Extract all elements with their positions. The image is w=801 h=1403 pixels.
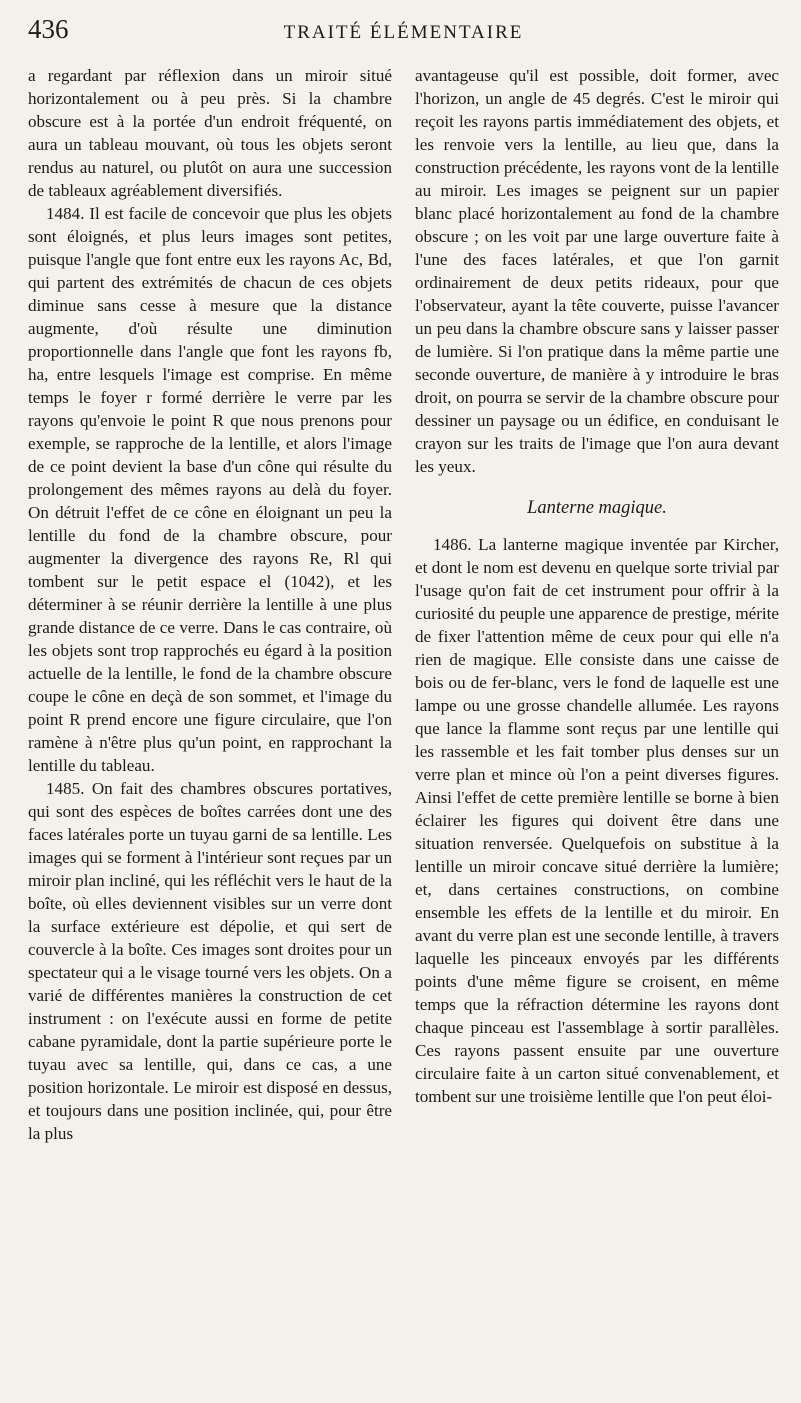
text-columns [28, 64, 779, 1145]
paragraph-1485 [28, 777, 392, 1145]
left-column [28, 64, 392, 1145]
paragraph-number: 1485. [46, 779, 85, 798]
page-header [28, 14, 779, 58]
paragraph-text: On fait des chambres obscures portatives, qui sont des espèces de boîtes carrées dont une des faces latérales porte un tuyau garni de sa lentille. Les images qui se forment à l'intérieur sont reçues par un miroir plan incliné, qui les réfléchit vers le haut de la boîte, où elles deviennent visibles sur un verre dont la surface extérieure est dépolie, et qui sert de couvercle à la boîte. Ces images sont droites pour un spectateur qui a le visage tourné vers les objets. On a varié de différentes manières la construction de cet instrument : on l'exécute aussi en forme de petite cabane pyramidale, dont la partie supérieure porte le tuyau avec sa lentille, qui, dans ce cas, a une position horizontale. Le miroir est disposé en dessus, et toujours dans une position inclinée, qui, pour être la plus [28, 779, 393, 1143]
paragraph-1486 [415, 533, 779, 1108]
page-number: 436 [28, 14, 69, 44]
paragraph-continued: avantageuse qu'il est possible, doit former, avec l'horizon, un angle de 45 degrés. C'est le miroir qui reçoit les rayons partis immédiatement des objets, et les renvoie vers la lentille, au lieu que, dans la construction précédente, les rayons vont de la lentille au miroir. Les images se peignent sur un papier blanc placé horizontalement au fond de la chambre obscure ; on les voit par une large ouverture faite à l'une des faces latérales, et que l'on garnit ordinairement de deux petits rideaux, pour que l'observateur, ayant la tête couverte, puisse l'avancer un peu dans la chambre obscure sans y laisser passer de lumière. Si l'on pratique dans la même partie une seconde ouverture, de manière à y introduire le bras droit, on pourra se servir de la chambre obscure pour dessiner un paysage ou un édifice, en conduisant le crayon sur les traits de l'image que l'on aura devant les yeux. [415, 66, 779, 476]
paragraph-number: 1486. [433, 535, 472, 554]
paragraph-text: Il est facile de concevoir que plus les objets sont éloignés, et plus leurs images sont petites, puisque l'angle que font entre eux les rayons Ac, Bd, qui partent des extrémités de chacun de ces objets diminue sans cesse à mesure que la distance augmente, d'où résulte une diminution proportionnelle dans l'angle que font les rayons fb, ha, entre lesquels l'image est comprise. En même temps le foyer r formé derrière le verre par les rayons qu'envoie le point R que nous prenons pour exemple, se rapproche de la lentille, et alors l'image de ce point devient la base d'un cône qui résulte du prolongement des mêmes rayons au delà du foyer. On détruit l'effet de ce cône en éloignant un peu la lentille du fond de la chambre obscure, pour augmenter la divergence des rayons Re, Rl qui tombent sur le petit espace el (1042), et les déterminer à se réunir derrière la lentille à une plus grande distance de ce verre. Dans le cas contraire, où les objets sont trop rapprochés eu égard à la position actuelle de la lentille, le fond de la chambre obscure coupe le cône en deçà de son sommet, et l'image du point R prend encore une figure circulaire, que l'on ramène à n'être plus qu'un point, en rapprochant la lentille du tableau. [28, 204, 393, 775]
running-title: TRAITÉ ÉLÉMENTAIRE [283, 22, 524, 43]
paragraph-1484 [28, 202, 392, 777]
paragraph-continued: a regardant par réflexion dans un miroir situé horizontalement ou à peu près. Si la chambre obscure est à la portée d'un endroit fréquenté, on aura un tableau mouvant, où tous les objets seront rendus au naturel, ou plutôt on aura une succession de tableaux agréablement diversifiés. [28, 66, 392, 200]
section-title: Lanterne magique. [527, 498, 667, 518]
paragraph-text: La lanterne magique inventée par Kircher, et dont le nom est devenu en quelque sorte trivial par l'usage qu'on fait de cet instrument pour offrir à la curiosité du peuple une apparence de prestige, mérite de fixer l'attention même de ceux pour qui elle n'a rien de magique. Elle consiste dans une caisse de bois ou de fer-blanc, vers le fond de laquelle est une lampe ou une grosse chandelle allumée. Les rayons que lance la flamme sont reçus par une lentille qui les rassemble et les fait tomber plus denses sur un verre plan et mince où l'on a peint diverses figures. Ainsi l'effet de cette première lentille se borne à bien éclairer les figures qui doivent être dans une situation renversée. Quelquefois on substitue à la lentille un miroir concave situé derrière la lumière; et, dans certaines constructions, on combine ensemble les effets de la lentille et du miroir. En avant du verre plan est une seconde lentille, à travers laquelle les pinceaux envoyés par les différents points d'une même figure se croisent, en même temps que la réfraction détermine les rayons dont chaque pinceau est l'assemblage à sortir parallèles. Ces rayons passent ensuite par une ouverture circulaire faite à un carton situé convenablement, et tombent sur une troisième lentille que l'on peut éloi- [415, 535, 779, 1106]
paragraph-number: 1484. [46, 204, 85, 223]
right-column [415, 64, 779, 1145]
